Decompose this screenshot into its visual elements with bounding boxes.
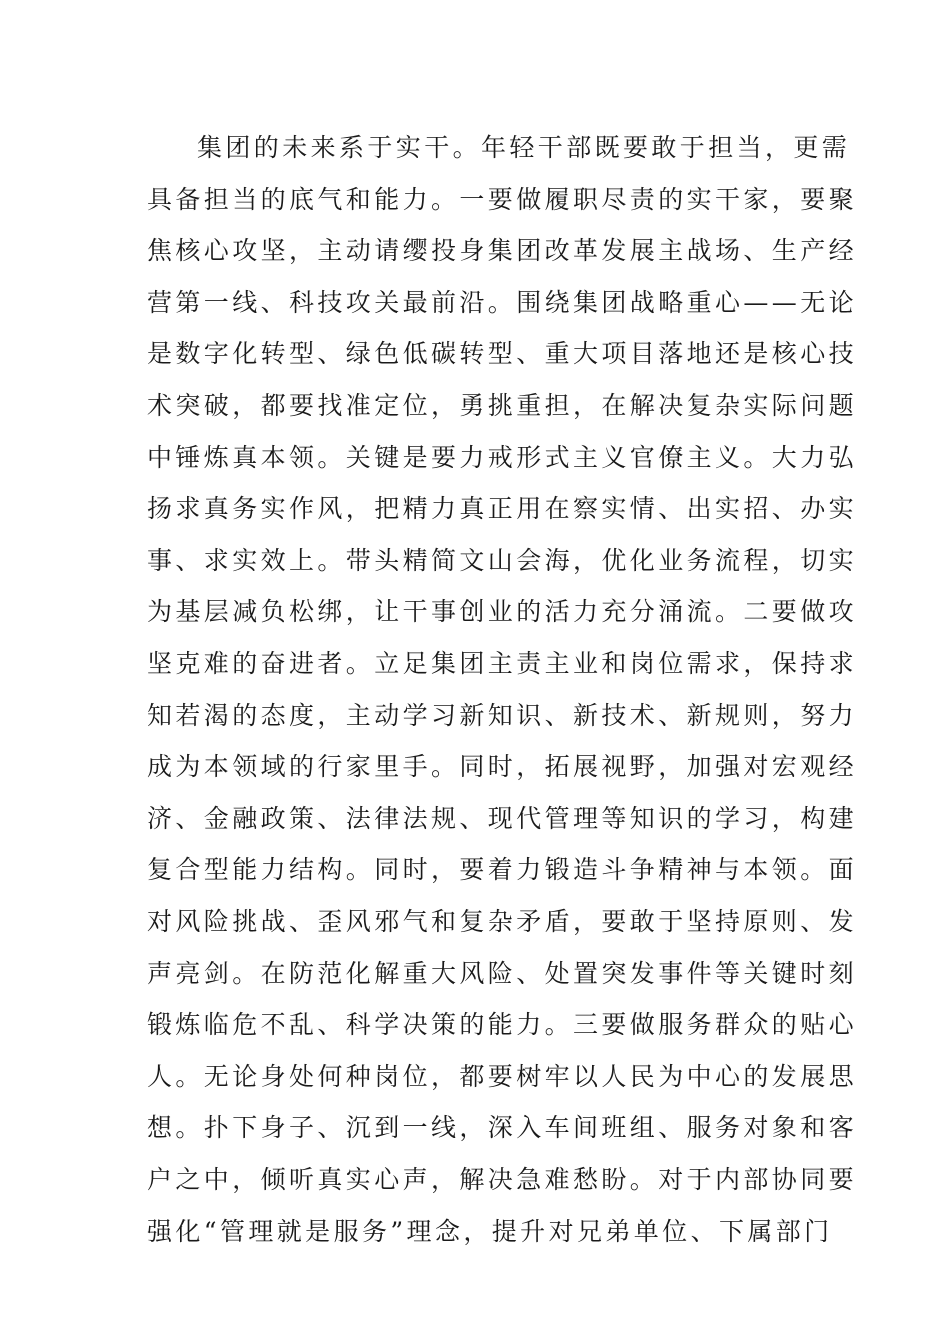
- paragraph-line: 想。扑下身子、沉到一线，深入车间班组、服务对象和客: [147, 1113, 858, 1143]
- paragraph-line: 对风险挑战、歪风邪气和复杂矛盾，要敢于坚持原则、发: [147, 907, 858, 936]
- paragraph-line: 术突破，都要找准定位，勇挑重担，在解决复杂实际问题: [147, 391, 858, 420]
- paragraph-line: 济、金融政策、法律法规、现代管理等知识的学习，构建: [147, 803, 858, 833]
- paragraph-line: 事、求实效上。带头精简文山会海，优化业务流程，切实: [147, 545, 858, 575]
- paragraph-line: 是数字化转型、绿色低碳转型、重大项目落地还是核心技: [147, 339, 858, 369]
- paragraph-line: 具备担当的底气和能力。一要做履职尽责的实干家，要聚: [147, 184, 858, 214]
- paragraph-line: 集团的未来系于实干。年轻干部既要敢于担当，更需: [197, 133, 851, 162]
- paragraph-line: 知若渴的态度，主动学习新知识、新技术、新规则，努力: [147, 700, 858, 730]
- paragraph-line: 营第一线、科技攻关最前沿。围绕集团战略重心——无论: [147, 287, 858, 317]
- paragraph-line: 中锤炼真本领。关键是要力戒形式主义官僚主义。大力弘: [147, 442, 858, 472]
- paragraph-line: 成为本领域的行家里手。同时，拓展视野，加强对宏观经: [147, 752, 858, 782]
- paragraph-line: 户之中，倾听真实心声，解决急难愁盼。对于内部协同要: [147, 1165, 858, 1194]
- paragraph-line: 强化“管理就是服务”理念，提升对兄弟单位、下属部门: [147, 1216, 833, 1246]
- paragraph-line: 锻炼临危不乱、科学决策的能力。三要做服务群众的贴心: [147, 1010, 858, 1040]
- paragraph-line: 复合型能力结构。同时，要着力锻造斗争精神与本领。面: [147, 855, 858, 885]
- paragraph-line: 坚克难的奋进者。立足集团主责主业和岗位需求，保持求: [147, 649, 858, 678]
- paragraph-line: 为基层减负松绑，让干事创业的活力充分涌流。二要做攻: [147, 597, 858, 627]
- paragraph-line: 焦核心攻坚，主动请缨投身集团改革发展主战场、生产经: [147, 236, 858, 266]
- paragraph-line: 人。无论身处何种岗位，都要树牢以人民为中心的发展思: [147, 1061, 858, 1091]
- paragraph-line: 声亮剑。在防范化解重大风险、处置突发事件等关键时刻: [147, 958, 858, 988]
- paragraph-line: 扬求真务实作风，把精力真正用在察实情、出实招、办实: [147, 494, 858, 524]
